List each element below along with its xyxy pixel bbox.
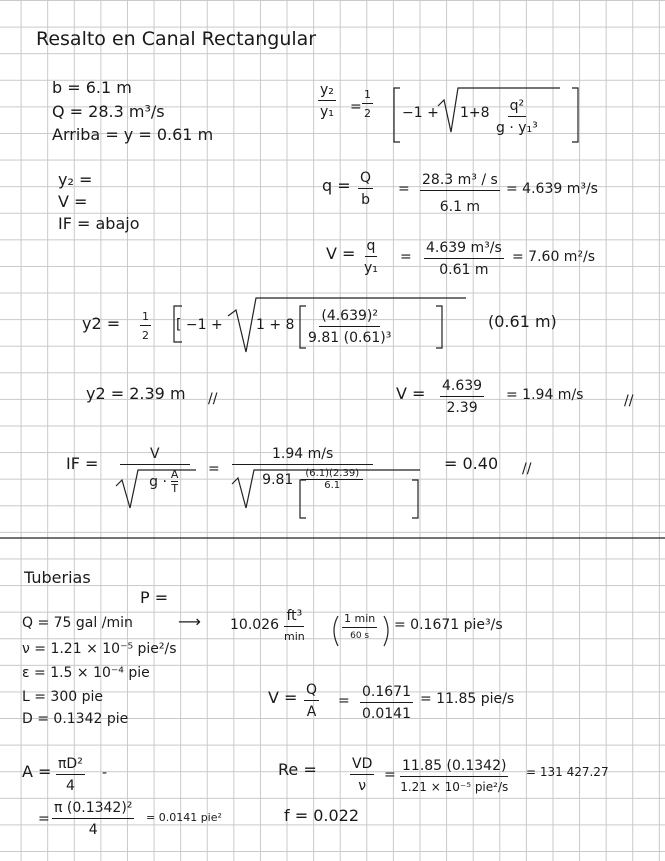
given-arriba: Arriba = y = 0.61 m xyxy=(52,125,214,144)
tuberias-title: Tuberias xyxy=(24,568,91,587)
v-equals: = xyxy=(400,249,412,265)
q-value-fraction: $\frac{\text{28.3 m³ / s}}{6.1 m}$ xyxy=(422,172,498,215)
q-lhs: q = xyxy=(322,176,351,195)
tv-result: = 11.85 pie/s xyxy=(420,691,515,707)
area-dash: - xyxy=(102,765,108,781)
area2-equals: = xyxy=(38,811,50,827)
if-result: = 0.40 xyxy=(444,454,499,473)
tuberias-L: L = 300 pie xyxy=(22,689,103,705)
y2-minus-one: [ −1 + xyxy=(176,317,223,333)
area2-fraction: $\frac{\text{π (0.1342)²}}{4}$ xyxy=(54,800,133,838)
v-lhs: V = xyxy=(326,244,356,263)
given-Q: Q = 28.3 m³/s xyxy=(52,102,165,121)
v2-result: = 1.94 m/s xyxy=(506,387,584,403)
area2-result: = 0.0141 pie² xyxy=(146,811,222,824)
y2-check: // xyxy=(208,391,218,407)
tv-equals: = xyxy=(338,693,350,709)
area-fraction: $\frac{\text{πD²}}{4}$ xyxy=(58,756,83,794)
tuberias-D: D = 0.1342 pie xyxy=(22,711,129,727)
given-b: b = 6.1 m xyxy=(52,78,132,97)
tv-value-fraction: $\frac{0.1671}{0.0141}$ xyxy=(362,684,411,722)
tuberias-arrow: ⟶ xyxy=(178,612,201,631)
q-fraction: $\frac{Q}{b}$ xyxy=(360,170,372,208)
v-fraction: $\frac{q}{\text{y₁}}$ xyxy=(364,238,378,276)
tuberias-Q: Q = 75 gal /min xyxy=(22,615,133,631)
eq-inner: 1+8 xyxy=(460,105,490,121)
y2-lhs: y2 = xyxy=(82,314,121,333)
area-lhs: A = xyxy=(22,762,52,781)
if-fraction: V g · A T xyxy=(120,446,190,495)
given-IF: IF = abajo xyxy=(58,214,140,233)
conv-factor: 1 min 60 s xyxy=(344,612,376,641)
if-equals: = xyxy=(208,461,220,477)
v-result: = 7.60 m²/s xyxy=(512,249,596,265)
conv-units: ft³ min xyxy=(284,608,305,643)
re-result: = 131 427.27 xyxy=(526,765,609,779)
tuberias-eps: ε = 1.5 × 10⁻⁴ pie xyxy=(22,665,150,681)
re-lhs: Re = xyxy=(278,760,317,779)
v2-lhs: V = xyxy=(396,384,426,403)
eq-lhs-fraction: $\frac{\text{y₂}}{\text{y₁}}$ xyxy=(320,82,334,120)
tv-lhs: V = xyxy=(268,688,298,707)
eq-minus-one: −1 + xyxy=(402,105,439,121)
y2-inner: 1 + 8 xyxy=(256,317,295,333)
re-value-fraction: 11.85 (0.1342) 1.21 × 10⁻⁵ pie²/s xyxy=(400,758,509,794)
eq-equals: = xyxy=(350,99,362,115)
y2-fraction: $\frac{\text{(4.639)²}}{\text{9.81 (0.61)³}}$ xyxy=(308,308,392,346)
conv-result: = 0.1671 pie³/s xyxy=(394,617,503,633)
friction-factor: f = 0.022 xyxy=(284,806,360,825)
if-check: // xyxy=(522,461,532,477)
re-equals: = xyxy=(384,767,396,783)
eq-half: $\frac{1}{2}$ xyxy=(364,88,371,120)
v2-fraction: $\frac{4.639}{2.39}$ xyxy=(442,378,483,416)
if-value-fraction: 1.94 m/s 9.81 (6.1)(2.39) 6.1 xyxy=(232,446,373,491)
if-lhs: IF = xyxy=(66,454,99,473)
tuberias-p: P = xyxy=(140,588,169,607)
q-equals: = xyxy=(398,181,410,197)
q-result: = 4.639 m³/s xyxy=(506,181,598,197)
eq-q-fraction: $\frac{\text{q²}}{\text{g · y₁³}}$ xyxy=(496,98,538,136)
page-title: Resalto en Canal Rectangular xyxy=(36,28,317,50)
re-fraction: $\frac{VD}{\nu}$ xyxy=(352,756,373,794)
tuberias-nu: ν = 1.21 × 10⁻⁵ pie²/s xyxy=(22,641,177,657)
y2-half: $\frac{1}{2}$ xyxy=(142,310,149,342)
tv-fraction: $\frac{Q}{A}$ xyxy=(306,682,318,720)
y2-tail: (0.61 m) xyxy=(488,312,557,331)
v-value-fraction: $\frac{\text{4.639 m³/s}}{0.61 m}$ xyxy=(426,240,502,278)
v2-check: // xyxy=(624,393,634,409)
given-V: V = xyxy=(58,192,88,211)
y2-result: y2 = 2.39 m xyxy=(86,384,186,403)
conv-value: 10.026 xyxy=(230,617,279,633)
given-y2: y₂ = xyxy=(58,170,93,189)
